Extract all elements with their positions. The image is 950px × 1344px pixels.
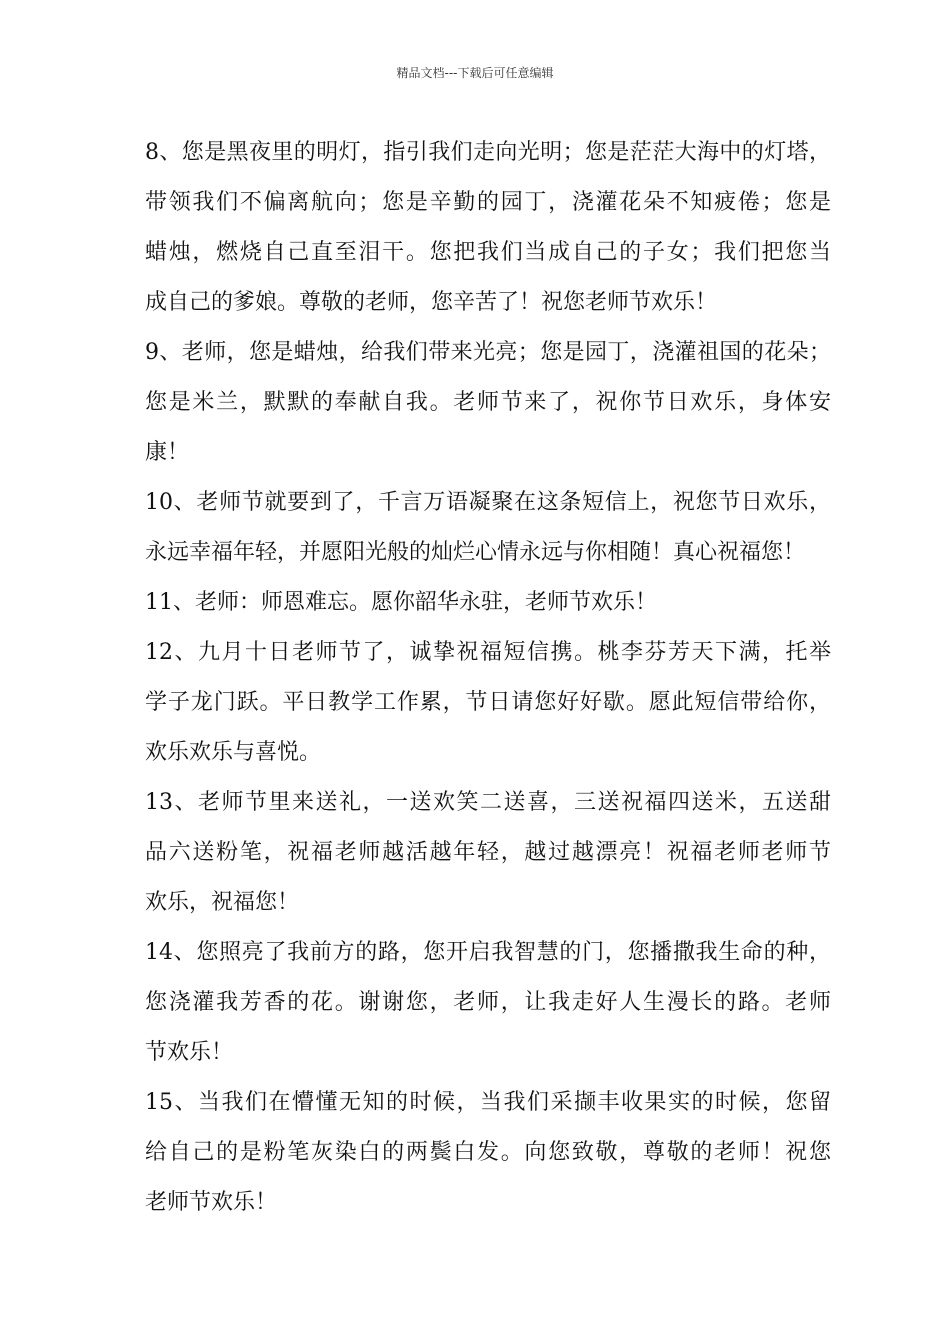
text-line: 欢乐欢乐与喜悦。: [145, 740, 322, 765]
text-line: 品六送粉笔，祝福老师越活越年轻，越过越漂亮！祝福老师老师节: [145, 840, 831, 865]
page-header: 精品文档---下载后可任意编辑: [396, 66, 554, 80]
paragraph-12: [145, 628, 831, 778]
paragraph-15: [145, 1078, 831, 1228]
text-line: 给自己的是粉笔灰染白的两鬓白发。向您致敬，尊敬的老师！祝您: [145, 1140, 831, 1165]
text-line: 12、九月十日老师节了，诚挚祝福短信携。桃李芬芳天下满，托举: [145, 640, 831, 665]
text-line: 欢乐，祝福您！: [145, 890, 300, 915]
text-line: 老师节欢乐！: [145, 1190, 278, 1215]
text-line: 您浇灌我芳香的花。谢谢您，老师，让我走好人生漫长的路。老师: [145, 990, 831, 1015]
text-line: 13、老师节里来送礼，一送欢笑二送喜，三送祝福四送米，五送甜: [145, 790, 831, 815]
text-line: 带领我们不偏离航向；您是辛勤的园丁，浇灌花朵不知疲倦；您是: [145, 190, 831, 215]
text-line: 11、老师：师恩难忘。愿你韶华永驻，老师节欢乐！: [145, 590, 657, 615]
paragraph-10: [145, 478, 831, 578]
text-line: 14、您照亮了我前方的路，您开启我智慧的门，您播撒我生命的种，: [145, 940, 831, 965]
document-body: [145, 128, 831, 1228]
paragraph-14: [145, 928, 831, 1078]
paragraph-9: [145, 328, 831, 478]
text-line: 成自己的爹娘。尊敬的老师，您辛苦了！祝您老师节欢乐！: [145, 290, 718, 315]
text-line: 永远幸福年轻，并愿阳光般的灿烂心情永远与你相随！真心祝福您！: [145, 540, 806, 565]
text-line: 康！: [145, 440, 190, 465]
text-line: 9、老师，您是蜡烛，给我们带来光亮；您是园丁，浇灌祖国的花朵；: [145, 340, 831, 365]
text-line: 蜡烛，燃烧自己直至泪干。您把我们当成自己的子女；我们把您当: [145, 240, 831, 265]
text-line: 15、当我们在懵懂无知的时候，当我们采撷丰收果实的时候，您留: [145, 1090, 831, 1115]
text-line: 您是米兰，默默的奉献自我。老师节来了，祝你节日欢乐，身体安: [145, 390, 831, 415]
paragraph-13: [145, 778, 831, 928]
text-line: 8、您是黑夜里的明灯，指引我们走向光明；您是茫茫大海中的灯塔，: [145, 140, 831, 165]
text-line: 节欢乐！: [145, 1040, 234, 1065]
paragraph-8: [145, 128, 831, 328]
text-line: 学子龙门跃。平日教学工作累，节日请您好好歇。愿此短信带给你，: [145, 690, 831, 715]
paragraph-11: [145, 578, 831, 628]
text-line: 10、老师节就要到了，千言万语凝聚在这条短信上，祝您节日欢乐，: [145, 490, 831, 515]
